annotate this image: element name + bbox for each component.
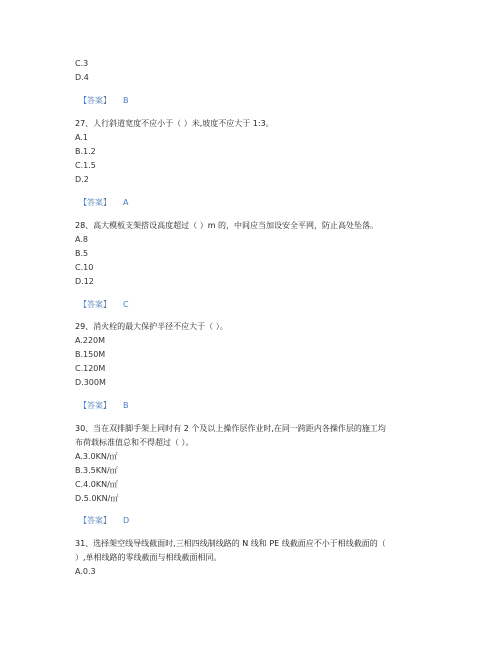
answer-tag: 【答案】 — [79, 96, 111, 105]
answer-q29 — [79, 400, 129, 411]
q31-option-a: A.0.3 — [75, 567, 96, 576]
question-28-stem: 28、高大模板支架搭设高度超过（ ）m 的，中间应当加设安全平网，防止高处坠落。 — [75, 221, 379, 230]
q30-option-c: C.4.0KN/㎡ — [75, 480, 118, 489]
q30-option-d: D.5.0KN/㎡ — [75, 494, 119, 503]
option-c: C.3 — [75, 59, 89, 68]
question-31-stem-line2: ）,单相线路的零线截面与相线截面相同。 — [75, 553, 222, 562]
answer-value: A — [123, 198, 129, 207]
answer-tag: 【答案】 — [79, 401, 111, 410]
q27-option-d: D.2 — [75, 175, 89, 184]
q28-option-a: A.8 — [75, 235, 88, 244]
answer-value: D — [123, 516, 130, 525]
q28-option-d: D.12 — [75, 277, 94, 286]
answer-tag: 【答案】 — [79, 198, 111, 207]
answer-tag: 【答案】 — [79, 516, 111, 525]
question-30-stem-line1: 30、当在双排脚手架上同时有 2 个及以上操作层作业时,在同一跨距内各操作层的施工均 — [75, 424, 386, 433]
option-d: D.4 — [75, 73, 89, 82]
q29-option-a: A.220M — [75, 336, 106, 345]
q29-option-d: D.300M — [75, 378, 106, 387]
answer-q26 — [79, 95, 129, 106]
answer-value: B — [123, 401, 129, 410]
q29-option-b: B.150M — [75, 350, 106, 359]
answer-q27 — [79, 197, 128, 208]
answer-value: C — [123, 300, 129, 309]
q28-option-c: C.10 — [75, 263, 94, 272]
answer-value: B — [123, 96, 129, 105]
question-27-stem: 27、人行斜道宽度不应小于（ ）米,坡度不应大于 1:3。 — [75, 119, 274, 128]
q27-option-a: A.1 — [75, 133, 88, 142]
q28-option-b: B.5 — [75, 249, 89, 258]
question-29-stem: 29、消火栓的最大保护半径不应大于（ ）。 — [75, 322, 228, 331]
q30-option-b: B.3.5KN/㎡ — [75, 466, 118, 475]
q30-option-a: A.3.0KN/㎡ — [75, 452, 118, 461]
answer-q30 — [79, 515, 129, 526]
answer-q28 — [79, 299, 129, 310]
answer-tag: 【答案】 — [79, 300, 111, 309]
q29-option-c: C.120M — [75, 364, 106, 373]
q27-option-b: B.1.2 — [75, 147, 96, 156]
question-31-stem-line1: 31、选择架空线导线截面时,三相四线制线路的 N 线和 PE 线截面应不小于相线截面的（ — [75, 539, 386, 548]
q27-option-c: C.1.5 — [75, 161, 96, 170]
question-30-stem-line2: 布荷载标准值总和不得超过（ ）。 — [75, 438, 194, 447]
